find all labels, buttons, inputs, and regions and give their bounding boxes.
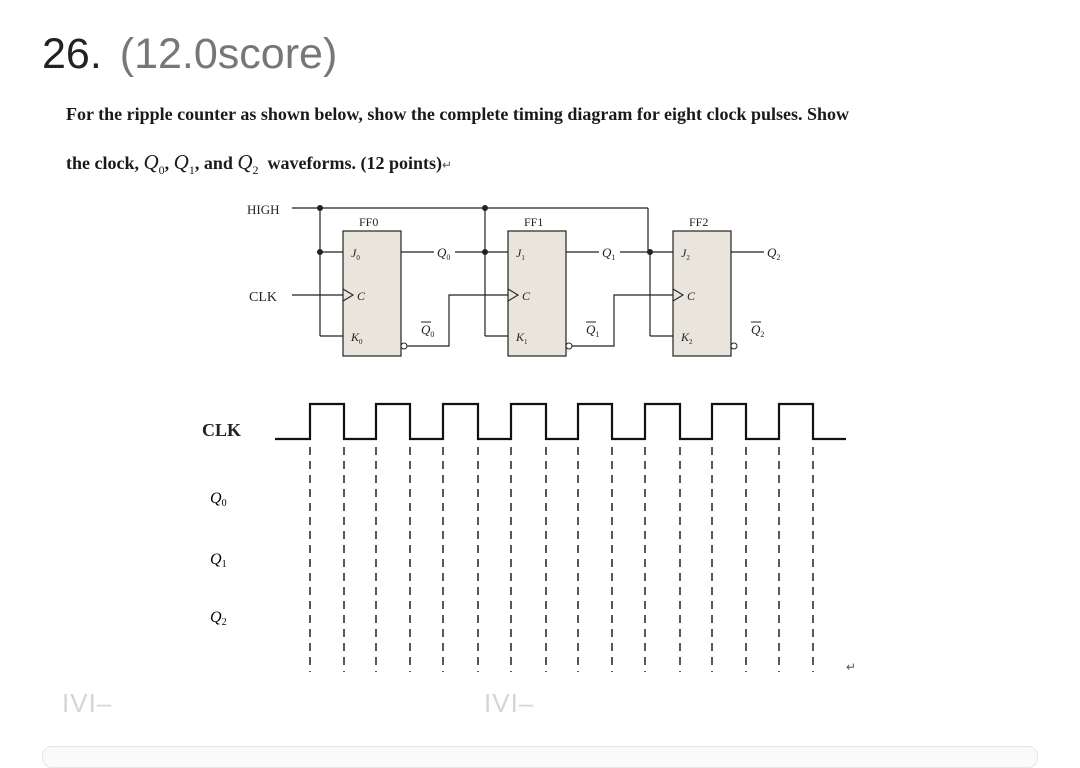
- ff-qbar-label: $Q_1$: [586, 322, 600, 339]
- answer-box-edge: [42, 746, 1038, 768]
- timing-label-q1: Q1: [210, 551, 227, 570]
- clk-waveform: [275, 404, 846, 439]
- ff-j-label: $J_2$: [681, 246, 690, 262]
- flipflop-ff1: [482, 208, 650, 356]
- line2-suffix: waveforms. (12 points): [267, 153, 443, 173]
- ff-q-label: $Q_0$: [437, 245, 451, 262]
- ff-q-label: $Q_1$: [602, 245, 616, 262]
- ff-k-label: $K_1$: [516, 330, 528, 346]
- ff-j-junction: [647, 249, 653, 255]
- watermark-left: IVI–: [62, 688, 113, 718]
- ff-c-label: C: [522, 289, 531, 303]
- ff-k-label: $K_2$: [681, 330, 693, 346]
- ff-qbar-bubble: [401, 343, 407, 349]
- timing-label-q0: Q0: [210, 490, 227, 509]
- question-score: (12.0score): [119, 30, 338, 78]
- ff-name-label: FF2: [689, 215, 709, 229]
- question-number: 26.: [42, 30, 102, 78]
- q2-symbol: $Q_2$: [237, 150, 259, 178]
- high-label: HIGH: [247, 202, 280, 217]
- flipflop-ff0: [317, 208, 485, 356]
- question-text-line1: For the ripple counter as shown below, show the complete timing diagram for eight clock pulses. Show: [66, 104, 850, 124]
- qbar1-to-ff2-clock: [572, 295, 673, 346]
- ff-j-junction: [482, 249, 488, 255]
- ff-qbar-label: $Q_0$: [421, 322, 435, 339]
- ff-qbar-label: $Q_2$: [751, 322, 765, 339]
- ff-qbar-bubble: [731, 343, 737, 349]
- clk-input-label: CLK: [249, 290, 277, 305]
- ff-c-label: C: [687, 289, 696, 303]
- line2-and: , and: [194, 153, 233, 173]
- timing-label-q2: Q2: [210, 609, 227, 628]
- ff-q-label: $Q_2$: [767, 245, 781, 262]
- line2-prefix: the clock,: [66, 153, 139, 173]
- ripple-counter-circuit: [247, 202, 780, 356]
- return-mark: ↵: [442, 158, 453, 172]
- q0-symbol: $Q_0$: [143, 150, 165, 178]
- end-return-mark: ↵: [846, 660, 857, 674]
- ff-name-label: FF1: [524, 215, 544, 229]
- timing-clk-label: CLK: [202, 420, 242, 440]
- ff-j-junction: [317, 249, 323, 255]
- ff-k-label: $K_0$: [351, 330, 363, 346]
- question-text-line2: the clock, $Q_0$, $Q_1$, and $Q_2$ waveforms. (12 points)↵: [66, 150, 453, 178]
- ff-j-label: $J_0$: [351, 246, 360, 262]
- flipflop-ff2: [647, 215, 780, 356]
- qbar0-to-ff1-clock: [407, 295, 508, 346]
- watermark-center: IVI–: [484, 688, 535, 718]
- ff-c-label: C: [357, 289, 366, 303]
- ff-name-label: FF0: [359, 215, 379, 229]
- ff-j-label: $J_1$: [516, 246, 525, 262]
- ff-qbar-bubble: [566, 343, 572, 349]
- timing-diagram: [202, 404, 846, 672]
- q1-symbol: $Q_1$: [173, 150, 195, 178]
